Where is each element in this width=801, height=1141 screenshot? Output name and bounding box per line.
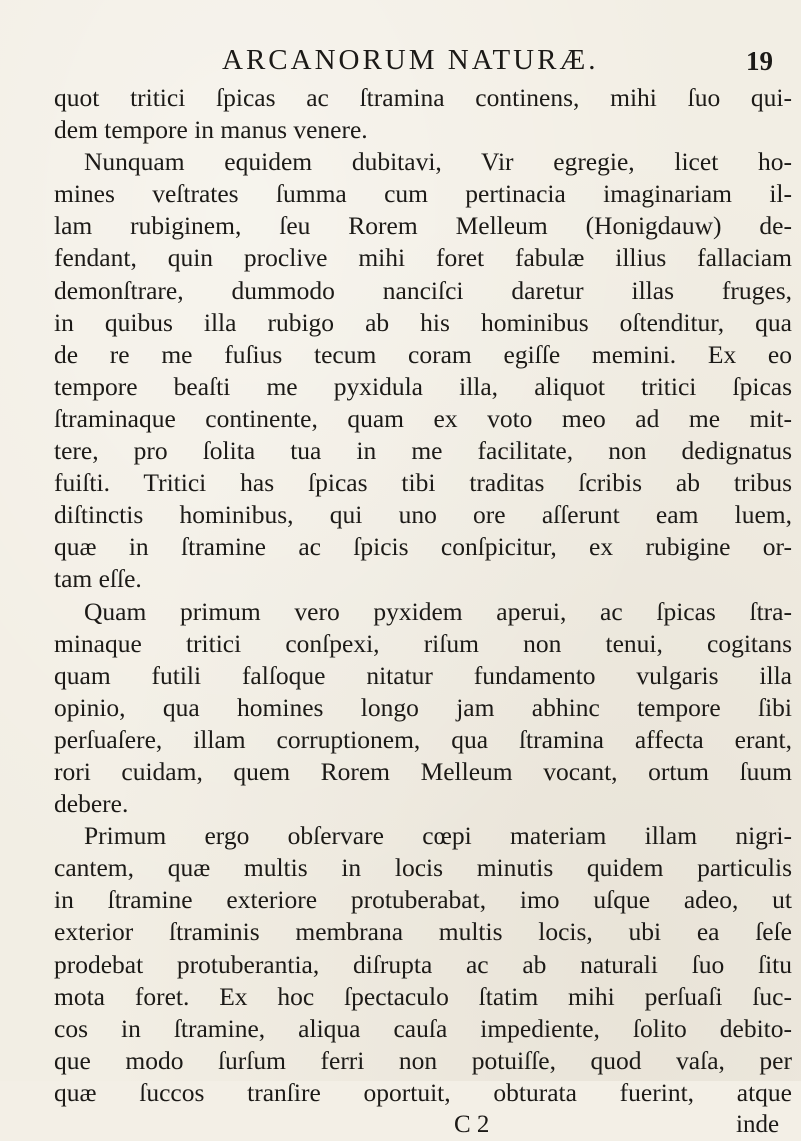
text-line: in ſtramine exteriore protuberabat, imo uſque adeo, ut: [54, 885, 792, 915]
page-footer: [54, 1109, 792, 1141]
text-line: prodebat protuberantia, diſrupta ac ab naturali ſuo ſitu: [54, 949, 792, 979]
text-line: cos in ſtramine, aliqua cauſa impediente, ſolito debito-: [54, 1013, 792, 1043]
text-line: que modo ſurſum ferri non potuiſſe, quod vaſa, per: [54, 1045, 792, 1075]
text-line: exterior ſtraminis membrana multis locis, ubi ea ſeſe: [54, 917, 792, 947]
text-line: in quibus illa rubigo ab his hominibus oſtenditur, qua: [54, 307, 792, 337]
page-number: 19: [746, 46, 773, 76]
text-line: fendant, quin proclive mihi foret fabulæ illius fallaciam: [54, 243, 792, 273]
text-line: dem tempore in manus venere.: [54, 115, 368, 145]
text-line: quæ ſuccos tranſire oportuit, obturata fuerint, atque: [54, 1077, 792, 1107]
text-line: diſtinctis hominibus, qui uno ore aſſerunt eam luem,: [54, 500, 792, 530]
text-line: minaque tritici conſpexi, riſum non tenui, cogitans: [54, 628, 792, 658]
text-line: quot tritici ſpicas ac ſtramina continens, mihi ſuo qui-: [54, 83, 792, 112]
text-line: mota foret. Ex hoc ſpectaculo ſtatim mihi perſuaſi ſuc-: [54, 981, 792, 1011]
text-line: tam eſſe.: [54, 564, 142, 594]
text-line: quæ in ſtramine ac ſpicis conſpicitur, ex rubigine or-: [54, 532, 792, 562]
text-line: Quam primum vero pyxidem aperui, ac ſpicas ſtra-: [84, 596, 792, 626]
text-line: perſuaſere, illam corruptionem, qua ſtramina affecta erant,: [54, 724, 792, 754]
running-head: ARCANORUM NATURÆ.: [222, 44, 599, 76]
page-header: [0, 40, 801, 80]
text-line: Primum ergo obſervare cœpi materiam illam nigri-: [84, 821, 792, 851]
text-line: mines veſtrates ſumma cum pertinacia imaginariam il-: [54, 179, 792, 209]
signature-mark: C 2: [454, 1111, 490, 1138]
text-line: de re me fuſius tecum coram egiſſe memini. Ex eo: [54, 339, 792, 369]
catchword: inde: [736, 1111, 780, 1138]
text-line: tempore beaſti me pyxidula illa, aliquot tritici ſpicas: [54, 371, 792, 401]
text-line: opinio, qua homines longo jam abhinc tempore ſibi: [54, 692, 792, 722]
body-text: [54, 82, 792, 1141]
text-line: cantem, quæ multis in locis minutis quidem particulis: [54, 853, 792, 883]
text-line: ſtraminaque continente, quam ex voto meo ad me mit-: [54, 403, 792, 433]
text-line: Nunquam equidem dubitavi, Vir egregie, licet ho-: [84, 147, 792, 177]
text-line: quam futili falſoque nitatur fundamento vulgaris illa: [54, 660, 792, 690]
text-line: rori cuidam, quem Rorem Melleum vocant, ortum ſuum: [54, 756, 792, 786]
text-line: fuiſti. Tritici has ſpicas tibi traditas ſcribis ab tribus: [54, 468, 792, 498]
text-line: demonſtrare, dummodo nanciſci daretur illas fruges,: [54, 275, 792, 305]
text-line: tere, pro ſolita tua in me facilitate, non dedignatus: [54, 436, 792, 466]
text-line: lam rubiginem, ſeu Rorem Melleum (Honigdauw) de-: [54, 211, 792, 241]
text-line: debere.: [54, 789, 129, 819]
